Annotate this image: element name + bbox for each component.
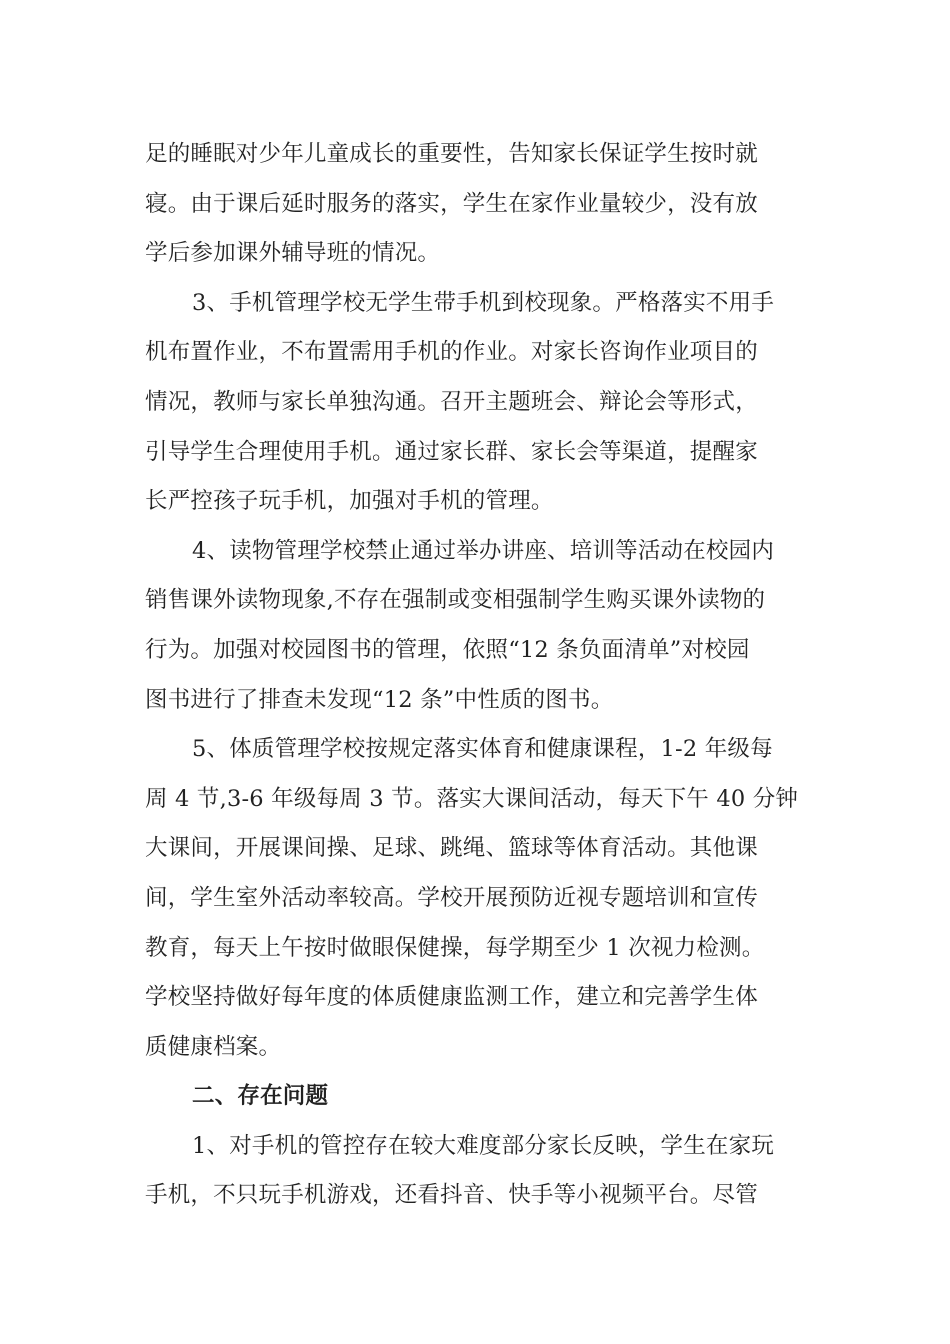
text-line: 销售课外读物现象,不存在强制或变相强制学生购买课外读物的 <box>145 587 766 614</box>
text-line: 教育，每天上午按时做眼保健操，每学期至少 1 次视力检测。 <box>145 934 765 961</box>
text-line: 行为。加强对校园图书的管理，依照“12 条负面清单”对校园 <box>145 636 750 663</box>
text-line: 机布置作业，不布置需用手机的作业。对家长咨询作业项目的 <box>145 339 758 366</box>
text-line: 长严控孩子玩手机，加强对手机的管理。 <box>145 488 554 515</box>
document-body <box>145 130 810 1221</box>
text-line: 足的睡眠对少年儿童成长的重要性，告知家长保证学生按时就 <box>145 141 758 167</box>
text-line: 大课间，开展课间操、足球、跳绳、篮球等体育活动。其他课 <box>145 835 758 862</box>
text-line: 周 4 节,3-6 年级每周 3 节。落实大课间活动，每天下午 40 分钟 <box>145 785 799 812</box>
text-line: 手机，不只玩手机游戏，还看抖音、快手等小视频平台。尽管 <box>145 1182 758 1209</box>
text-line: 质健康档案。 <box>145 1033 282 1060</box>
text-line: 引导学生合理使用手机。通过家长群、家长会等渠道，提醒家 <box>145 438 758 465</box>
paragraph-3-start: 3、手机管理学校无学生带手机到校现象。严格落实不用手 <box>192 289 775 316</box>
text-line: 情况，教师与家长单独沟通。召开主题班会、辩论会等形式， <box>145 388 758 415</box>
paragraph-5-start: 5、体质管理学校按规定落实体育和健康课程，1-2 年级每 <box>192 736 773 763</box>
section-heading: 二、存在问题 <box>192 1083 329 1110</box>
text-line: 寝。由于课后延时服务的落实，学生在家作业量较少，没有放 <box>145 190 758 217</box>
text-line: 学校坚持做好每年度的体质健康监测工作，建立和完善学生体 <box>145 984 758 1011</box>
text-line: 间，学生室外活动率较高。学校开展预防近视专题培训和宣传 <box>145 884 758 911</box>
problem-1-start: 1、对手机的管控存在较大难度部分家长反映，学生在家玩 <box>192 1132 775 1159</box>
text-line: 学后参加课外辅导班的情况。 <box>145 240 441 267</box>
text-line: 图书进行了排查未发现“12 条”中性质的图书。 <box>145 686 614 713</box>
paragraph-4-start: 4、读物管理学校禁止通过举办讲座、培训等活动在校园内 <box>192 537 775 564</box>
